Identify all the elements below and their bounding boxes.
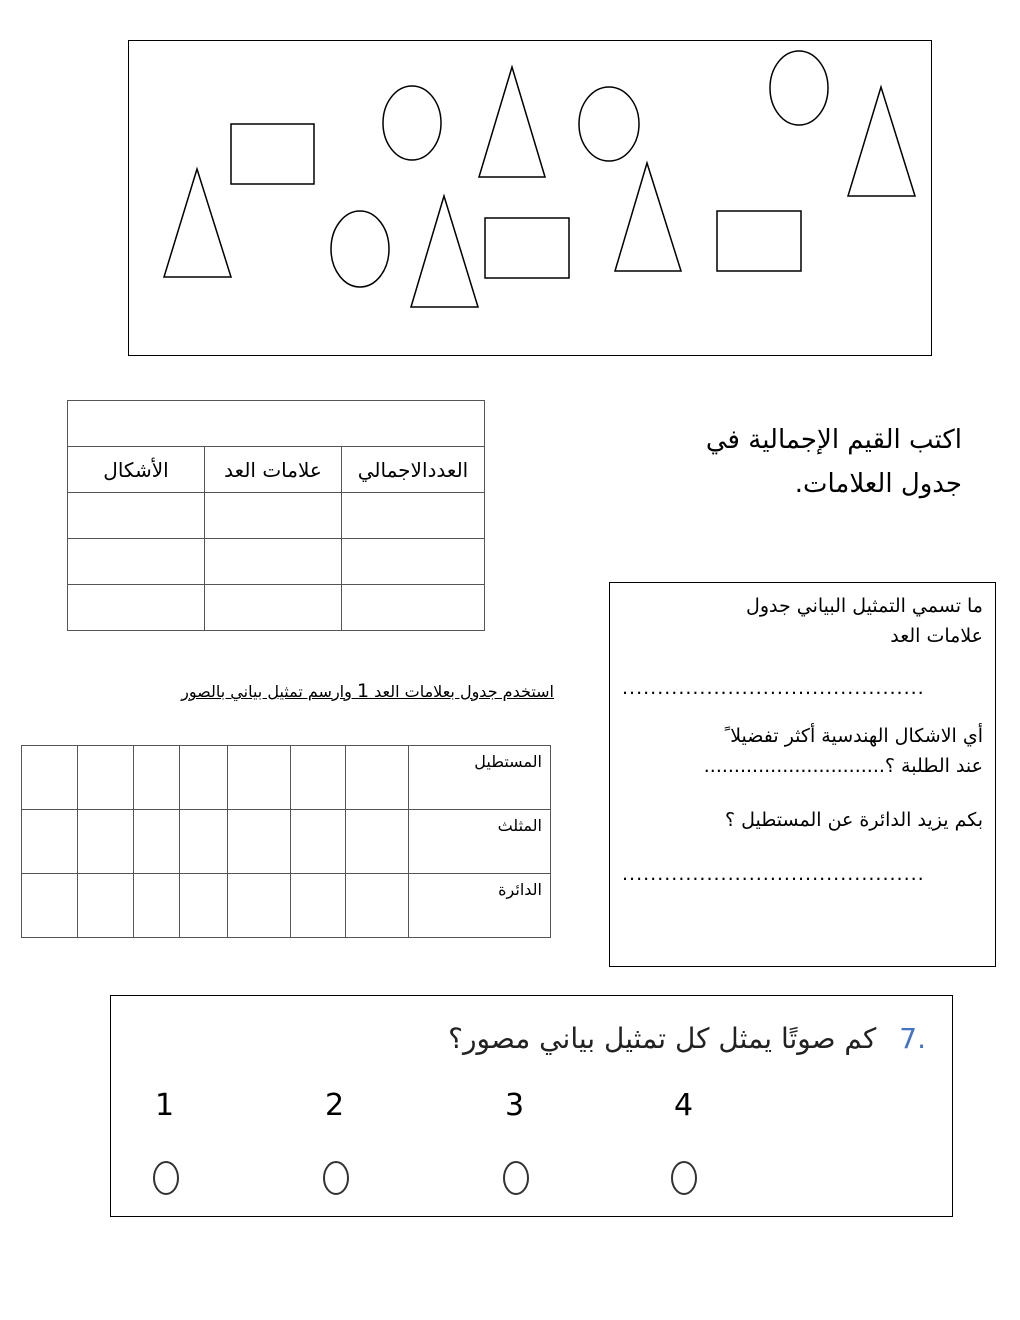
graph-cell[interactable] [22, 874, 78, 938]
graph-row-triangle [22, 810, 551, 874]
graph-cell[interactable] [228, 810, 291, 874]
graph-cell[interactable] [22, 746, 78, 810]
question-1-line-1: ما تسمي التمثيل البياني جدول [746, 595, 983, 617]
answer-1-line[interactable]: ........................................... [622, 677, 925, 699]
radio-circle-icon [672, 1162, 696, 1194]
option-radio-4[interactable] [669, 1159, 699, 1197]
circle-shape [770, 51, 828, 125]
graph-cell[interactable] [180, 746, 228, 810]
graph-row-label: المثلث [409, 810, 551, 874]
instruction-number: 1 [356, 680, 370, 702]
picture-graph-instruction [60, 680, 554, 702]
rectangle-shape [231, 124, 314, 184]
graph-cell[interactable] [134, 874, 180, 938]
questions-box [609, 582, 996, 967]
graph-cell[interactable] [228, 874, 291, 938]
graph-cell[interactable] [180, 874, 228, 938]
radio-circle-icon [154, 1162, 178, 1194]
graph-cell[interactable] [291, 874, 346, 938]
instruction-line-2: جدول العلامات. [794, 469, 962, 499]
tally-instruction [620, 418, 962, 506]
table-cell[interactable] [68, 493, 205, 539]
table-cell[interactable] [205, 493, 342, 539]
instruction-text-end: وارسم تمثيل بياني بالصور [181, 682, 357, 701]
graph-cell[interactable] [78, 746, 134, 810]
rectangle-shape [717, 211, 801, 271]
triangle-shape [164, 169, 231, 277]
graph-cell[interactable] [291, 810, 346, 874]
mcq-box [110, 995, 953, 1217]
tally-table-title-cell[interactable] [68, 401, 485, 447]
table-cell[interactable] [342, 585, 485, 631]
picture-graph-table [21, 745, 551, 938]
circle-shape [383, 86, 441, 160]
option-label-4: 4 [674, 1088, 694, 1123]
graph-cell[interactable] [78, 874, 134, 938]
radio-circle-icon [504, 1162, 528, 1194]
circle-shape [331, 211, 389, 287]
option-radio-2[interactable] [321, 1159, 351, 1197]
triangle-shape [615, 163, 681, 271]
graph-cell[interactable] [134, 810, 180, 874]
graph-cell[interactable] [134, 746, 180, 810]
graph-row-rectangle [22, 746, 551, 810]
option-radio-1[interactable] [151, 1159, 181, 1197]
graph-cell[interactable] [22, 810, 78, 874]
tally-table-header-row [68, 447, 485, 493]
question-1-line-2: علامات العد [890, 625, 983, 647]
rectangle-shape [485, 218, 569, 278]
table-cell[interactable] [205, 539, 342, 585]
shapes-drawing [129, 41, 930, 354]
triangle-shape [848, 87, 915, 196]
header-shapes: الأشكال [68, 447, 205, 493]
header-total: العددالاجمالي [342, 447, 485, 493]
mcq-number: 7. [899, 1022, 926, 1055]
graph-cell[interactable] [346, 810, 409, 874]
table-row [68, 539, 485, 585]
question-3: بكم يزيد الدائرة عن المستطيل ؟ [724, 809, 983, 831]
table-cell[interactable] [68, 585, 205, 631]
instruction-text-start: استخدم جدول بعلامات العد [369, 682, 554, 701]
mcq-question-row [448, 1022, 926, 1055]
graph-cell[interactable] [291, 746, 346, 810]
instruction-line-1: اكتب القيم الإجمالية في [705, 425, 962, 455]
graph-cell[interactable] [78, 810, 134, 874]
graph-row-label: الدائرة [409, 874, 551, 938]
table-cell[interactable] [68, 539, 205, 585]
option-label-3: 3 [505, 1088, 525, 1123]
shapes-picture-box [128, 40, 932, 356]
graph-cell[interactable] [180, 810, 228, 874]
option-radio-3[interactable] [501, 1159, 531, 1197]
table-cell[interactable] [342, 493, 485, 539]
mcq-question: كم صوتًا يمثل كل تمثيل بياني مصور؟ [448, 1022, 877, 1055]
triangle-shape [479, 67, 545, 177]
header-tally-marks: علامات العد [205, 447, 342, 493]
table-cell[interactable] [205, 585, 342, 631]
graph-cell[interactable] [346, 746, 409, 810]
option-label-1: 1 [155, 1088, 175, 1123]
graph-cell[interactable] [228, 746, 291, 810]
circle-shape [579, 87, 639, 161]
triangle-shape [411, 196, 478, 307]
table-cell[interactable] [342, 539, 485, 585]
question-2-line-1: أي الاشكال الهندسية أكثر تفضيلا ً [724, 725, 983, 747]
table-row [68, 585, 485, 631]
graph-row-label: المستطيل [409, 746, 551, 810]
question-2-line-2[interactable]: عند الطلبة ؟.............................. [703, 755, 983, 777]
graph-cell[interactable] [346, 874, 409, 938]
tally-table [67, 400, 485, 631]
answer-3-line[interactable]: ........................................... [622, 863, 925, 885]
table-row [68, 493, 485, 539]
option-label-2: 2 [325, 1088, 345, 1123]
graph-row-circle [22, 874, 551, 938]
radio-circle-icon [324, 1162, 348, 1194]
